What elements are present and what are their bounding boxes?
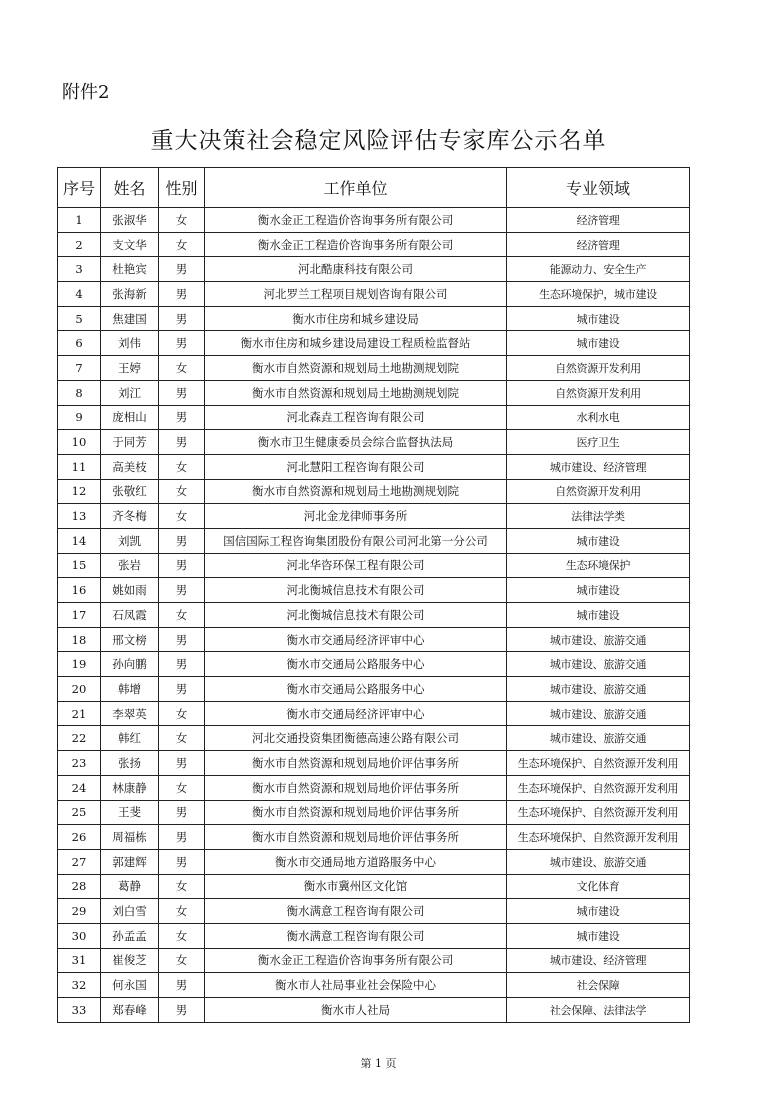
cell-gender: 男	[159, 553, 205, 578]
attachment-label: 附件2	[62, 82, 110, 103]
cell-index: 23	[58, 751, 101, 776]
cell-gender: 女	[159, 454, 205, 479]
table-row	[58, 800, 690, 825]
cell-gender: 男	[159, 849, 205, 874]
cell-name: 焦建国	[101, 306, 159, 331]
cell-name: 郑春峰	[101, 998, 159, 1023]
cell-gender: 男	[159, 751, 205, 776]
table-row	[58, 923, 690, 948]
cell-field: 法律法学类	[507, 504, 690, 529]
cell-gender: 男	[159, 257, 205, 282]
table-row	[58, 849, 690, 874]
cell-gender: 男	[159, 306, 205, 331]
cell-field: 自然资源开发利用	[507, 356, 690, 381]
cell-index: 3	[58, 257, 101, 282]
cell-employer: 衡水市自然资源和规划局地价评估事务所	[205, 825, 507, 850]
cell-employer: 河北森垚工程咨询有限公司	[205, 405, 507, 430]
cell-field: 生态环境保护、自然资源开发利用	[507, 751, 690, 776]
table-row	[58, 627, 690, 652]
table-row	[58, 528, 690, 553]
cell-gender: 女	[159, 899, 205, 924]
cell-employer: 衡水市自然资源和规划局土地勘测规划院	[205, 380, 507, 405]
cell-name: 邢文榜	[101, 627, 159, 652]
table-row	[58, 578, 690, 603]
cell-field: 城市建设	[507, 603, 690, 628]
cell-employer: 河北罗兰工程项目规划咨询有限公司	[205, 282, 507, 307]
table-row	[58, 652, 690, 677]
cell-name: 周福栋	[101, 825, 159, 850]
cell-field: 自然资源开发利用	[507, 380, 690, 405]
cell-name: 王婷	[101, 356, 159, 381]
cell-name: 孙孟孟	[101, 923, 159, 948]
cell-field: 社会保障、法律法学	[507, 998, 690, 1023]
table-row	[58, 454, 690, 479]
cell-field: 生态环境保护、自然资源开发利用	[507, 825, 690, 850]
cell-gender: 女	[159, 504, 205, 529]
cell-employer: 衡水市自然资源和规划局地价评估事务所	[205, 775, 507, 800]
table-row	[58, 677, 690, 702]
table-row	[58, 208, 690, 233]
table-row	[58, 973, 690, 998]
cell-gender: 女	[159, 874, 205, 899]
cell-index: 12	[58, 479, 101, 504]
cell-index: 30	[58, 923, 101, 948]
cell-name: 于同芳	[101, 430, 159, 455]
cell-gender: 女	[159, 726, 205, 751]
cell-index: 16	[58, 578, 101, 603]
cell-index: 5	[58, 306, 101, 331]
cell-employer: 河北衡城信息技术有限公司	[205, 578, 507, 603]
cell-field: 城市建设、旅游交通	[507, 652, 690, 677]
cell-name: 崔俊芝	[101, 948, 159, 973]
cell-name: 高美枝	[101, 454, 159, 479]
cell-field: 城市建设、旅游交通	[507, 726, 690, 751]
cell-name: 杜艳宾	[101, 257, 159, 282]
document-title: 重大决策社会稳定风险评估专家库公示名单	[150, 128, 607, 154]
column-header-field: 专业领域	[507, 168, 690, 208]
cell-gender: 男	[159, 677, 205, 702]
cell-gender: 男	[159, 528, 205, 553]
table-row	[58, 825, 690, 850]
cell-gender: 女	[159, 479, 205, 504]
table-row	[58, 899, 690, 924]
cell-employer: 衡水市自然资源和规划局土地勘测规划院	[205, 479, 507, 504]
cell-name: 何永国	[101, 973, 159, 998]
cell-employer: 河北酷康科技有限公司	[205, 257, 507, 282]
column-header-name: 姓名	[101, 168, 159, 208]
cell-gender: 女	[159, 775, 205, 800]
cell-employer: 衡水市交通局经济评审中心	[205, 701, 507, 726]
cell-gender: 男	[159, 282, 205, 307]
cell-field: 生态环境保护、自然资源开发利用	[507, 775, 690, 800]
cell-index: 14	[58, 528, 101, 553]
cell-field: 经济管理	[507, 232, 690, 257]
table-row	[58, 948, 690, 973]
cell-gender: 男	[159, 405, 205, 430]
cell-field: 社会保障	[507, 973, 690, 998]
cell-index: 20	[58, 677, 101, 702]
cell-index: 4	[58, 282, 101, 307]
cell-gender: 女	[159, 603, 205, 628]
cell-employer: 衡水市自然资源和规划局地价评估事务所	[205, 800, 507, 825]
cell-name: 齐冬梅	[101, 504, 159, 529]
cell-employer: 衡水市自然资源和规划局地价评估事务所	[205, 751, 507, 776]
column-header-gender: 性别	[159, 168, 205, 208]
cell-name: 林康静	[101, 775, 159, 800]
cell-field: 医疗卫生	[507, 430, 690, 455]
cell-gender: 男	[159, 380, 205, 405]
cell-index: 25	[58, 800, 101, 825]
cell-field: 城市建设、经济管理	[507, 454, 690, 479]
cell-employer: 衡水市交通局公路服务中心	[205, 677, 507, 702]
cell-employer: 衡水市自然资源和规划局土地勘测规划院	[205, 356, 507, 381]
cell-index: 31	[58, 948, 101, 973]
cell-field: 城市建设	[507, 331, 690, 356]
cell-index: 24	[58, 775, 101, 800]
cell-field: 自然资源开发利用	[507, 479, 690, 504]
cell-name: 刘凯	[101, 528, 159, 553]
cell-gender: 女	[159, 701, 205, 726]
table-row	[58, 998, 690, 1023]
cell-name: 刘江	[101, 380, 159, 405]
table-row	[58, 553, 690, 578]
cell-employer: 衡水金正工程造价咨询事务所有限公司	[205, 232, 507, 257]
cell-name: 李翠英	[101, 701, 159, 726]
cell-field: 城市建设、经济管理	[507, 948, 690, 973]
expert-roster-table	[57, 167, 690, 1023]
table-row	[58, 257, 690, 282]
cell-field: 水利水电	[507, 405, 690, 430]
cell-employer: 衡水市交通局公路服务中心	[205, 652, 507, 677]
cell-employer: 衡水金正工程造价咨询事务所有限公司	[205, 208, 507, 233]
table-row	[58, 232, 690, 257]
cell-field: 文化体育	[507, 874, 690, 899]
cell-name: 葛静	[101, 874, 159, 899]
cell-name: 张淑华	[101, 208, 159, 233]
cell-index: 7	[58, 356, 101, 381]
cell-name: 王斐	[101, 800, 159, 825]
cell-field: 城市建设	[507, 578, 690, 603]
cell-employer: 衡水市住房和城乡建设局建设工程质检监督站	[205, 331, 507, 356]
cell-employer: 衡水市冀州区文化馆	[205, 874, 507, 899]
cell-index: 8	[58, 380, 101, 405]
table-row	[58, 405, 690, 430]
cell-employer: 衡水满意工程咨询有限公司	[205, 923, 507, 948]
cell-gender: 男	[159, 430, 205, 455]
table-row	[58, 356, 690, 381]
cell-name: 姚如雨	[101, 578, 159, 603]
cell-index: 2	[58, 232, 101, 257]
table-row	[58, 504, 690, 529]
cell-name: 庞相山	[101, 405, 159, 430]
cell-employer: 衡水市人社局	[205, 998, 507, 1023]
cell-index: 10	[58, 430, 101, 455]
cell-field: 城市建设	[507, 306, 690, 331]
cell-gender: 女	[159, 923, 205, 948]
cell-gender: 女	[159, 948, 205, 973]
cell-field: 能源动力、安全生产	[507, 257, 690, 282]
cell-index: 21	[58, 701, 101, 726]
cell-name: 支文华	[101, 232, 159, 257]
column-header-index: 序号	[58, 168, 101, 208]
cell-gender: 男	[159, 652, 205, 677]
cell-gender: 男	[159, 825, 205, 850]
cell-employer: 河北交通投资集团衡德高速公路有限公司	[205, 726, 507, 751]
table-row	[58, 751, 690, 776]
cell-index: 32	[58, 973, 101, 998]
cell-employer: 衡水金正工程造价咨询事务所有限公司	[205, 948, 507, 973]
cell-name: 张岩	[101, 553, 159, 578]
cell-field: 城市建设、旅游交通	[507, 627, 690, 652]
cell-index: 1	[58, 208, 101, 233]
cell-field: 城市建设	[507, 899, 690, 924]
table-row	[58, 874, 690, 899]
cell-gender: 男	[159, 973, 205, 998]
cell-gender: 男	[159, 578, 205, 603]
cell-gender: 男	[159, 331, 205, 356]
cell-index: 18	[58, 627, 101, 652]
cell-gender: 男	[159, 998, 205, 1023]
cell-index: 28	[58, 874, 101, 899]
cell-name: 刘伟	[101, 331, 159, 356]
cell-gender: 男	[159, 627, 205, 652]
table-row	[58, 603, 690, 628]
cell-field: 生态环境保护，城市建设	[507, 282, 690, 307]
cell-field: 城市建设	[507, 923, 690, 948]
cell-employer: 衡水市卫生健康委员会综合监督执法局	[205, 430, 507, 455]
cell-gender: 女	[159, 356, 205, 381]
table-row	[58, 306, 690, 331]
cell-index: 22	[58, 726, 101, 751]
cell-index: 9	[58, 405, 101, 430]
cell-index: 15	[58, 553, 101, 578]
cell-name: 韩红	[101, 726, 159, 751]
column-header-employer: 工作单位	[205, 168, 507, 208]
table-row	[58, 430, 690, 455]
cell-employer: 衡水市住房和城乡建设局	[205, 306, 507, 331]
cell-index: 6	[58, 331, 101, 356]
cell-field: 经济管理	[507, 208, 690, 233]
cell-employer: 衡水市人社局事业社会保险中心	[205, 973, 507, 998]
cell-index: 29	[58, 899, 101, 924]
cell-gender: 女	[159, 232, 205, 257]
cell-employer: 衡水市交通局地方道路服务中心	[205, 849, 507, 874]
cell-field: 城市建设、旅游交通	[507, 677, 690, 702]
cell-employer: 衡水市交通局经济评审中心	[205, 627, 507, 652]
cell-index: 17	[58, 603, 101, 628]
cell-index: 27	[58, 849, 101, 874]
table-row	[58, 282, 690, 307]
table-row	[58, 775, 690, 800]
cell-gender: 女	[159, 208, 205, 233]
cell-field: 生态环境保护、自然资源开发利用	[507, 800, 690, 825]
cell-name: 郭建辉	[101, 849, 159, 874]
cell-name: 张敬红	[101, 479, 159, 504]
cell-index: 11	[58, 454, 101, 479]
table-row	[58, 701, 690, 726]
cell-index: 26	[58, 825, 101, 850]
table-row	[58, 331, 690, 356]
table-row	[58, 380, 690, 405]
table-row	[58, 726, 690, 751]
cell-employer: 河北金龙律师事务所	[205, 504, 507, 529]
cell-field: 城市建设	[507, 528, 690, 553]
table-header-row	[58, 168, 690, 208]
cell-name: 石凤霞	[101, 603, 159, 628]
roster-body	[58, 208, 690, 1023]
cell-employer: 国信国际工程咨询集团股份有限公司河北第一分公司	[205, 528, 507, 553]
cell-name: 张海新	[101, 282, 159, 307]
cell-name: 孙向鹏	[101, 652, 159, 677]
cell-index: 33	[58, 998, 101, 1023]
cell-index: 13	[58, 504, 101, 529]
cell-gender: 男	[159, 800, 205, 825]
table-row	[58, 479, 690, 504]
cell-name: 张扬	[101, 751, 159, 776]
cell-employer: 河北衡城信息技术有限公司	[205, 603, 507, 628]
cell-employer: 河北慧阳工程咨询有限公司	[205, 454, 507, 479]
cell-index: 19	[58, 652, 101, 677]
cell-employer: 衡水满意工程咨询有限公司	[205, 899, 507, 924]
cell-name: 刘白雪	[101, 899, 159, 924]
cell-employer: 河北华咨环保工程有限公司	[205, 553, 507, 578]
cell-name: 韩增	[101, 677, 159, 702]
page-number: 第 1 页	[360, 1057, 397, 1070]
cell-field: 城市建设、旅游交通	[507, 701, 690, 726]
cell-field: 生态环境保护	[507, 553, 690, 578]
cell-field: 城市建设、旅游交通	[507, 849, 690, 874]
